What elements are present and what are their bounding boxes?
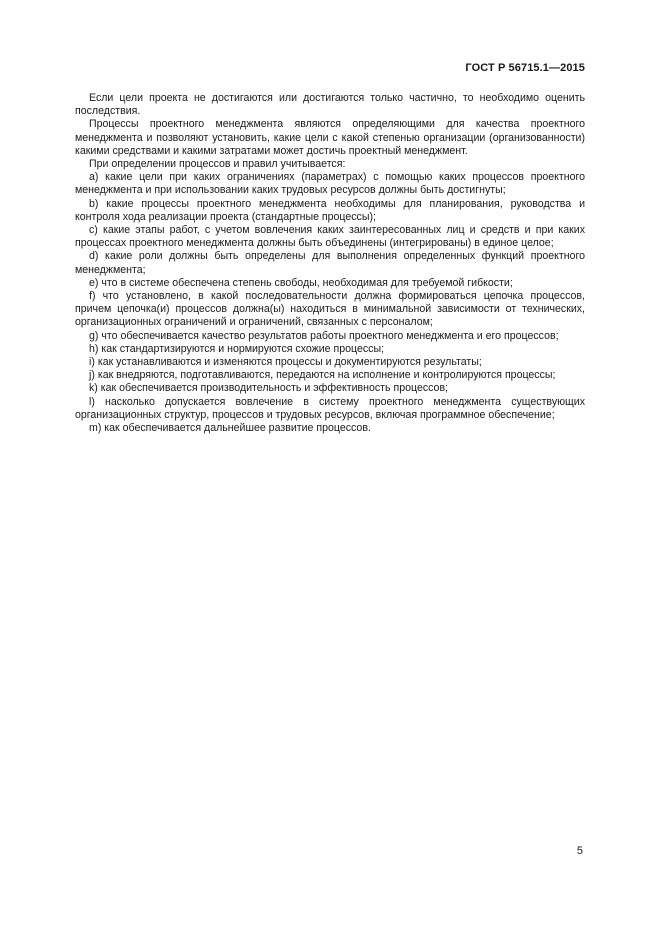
list-item: j) как внедряются, подготавливаются, передаются на исполнение и контролируются процессы; <box>89 369 556 382</box>
paragraph: При определении процессов и правил учитывается: <box>89 158 346 171</box>
list-item: a) какие цели при каких ограничениях (параметрах) с помощью каких процессов проектного менеджмента и при использовании каких трудовых ресурсов должны быть достигнуты; <box>75 171 585 197</box>
list-item: b) какие процессы проектного менеджмента необходимы для планирования, руководства и контроля хода реализации проекта (стандартные процессы); <box>75 197 585 223</box>
paragraph: Процессы проектного менеджмента являются определяющими для качества проектного менеджмента и позволяют установить, какие цели с какой степенью организации (организованности) какими средствами и какими затратами может достичь проектный менеджмент. <box>75 118 585 157</box>
list-item: d) какие роли должны быть определены для выполнения определенных функций проектного менеджмента; <box>75 250 585 276</box>
list-item: l) насколько допускается вовлечение в систему проектного менеджмента существующих организационных структур, процессов и трудовых ресурсов, включая программное обеспечение; <box>75 395 585 421</box>
list-item: g) что обеспечивается качество результатов работы проектного менеджмента и его процессов; <box>89 329 559 342</box>
document-body <box>75 92 585 435</box>
page-number: 5 <box>576 845 583 857</box>
list-item: k) как обеспечивается производительность и эффективность процессов; <box>89 382 449 395</box>
list-item: i) как устанавливаются и изменяются процессы и документируются результаты; <box>89 356 482 369</box>
paragraph: Если цели проекта не достигаются или достигаются только частично, то необходимо оценить последствия. <box>75 92 585 118</box>
list-item: f) что установлено, в какой последовательности должна формироваться цепочка процессов, причем цепочка(и) процессов должна(ы) находиться в минимальной зависимости от технических, организационных ограничений и ограничений, связанных с персоналом; <box>75 290 585 329</box>
document-header-id: ГОСТ Р 56715.1—2015 <box>465 62 585 74</box>
list-item: m) как обеспечивается дальнейшее развитие процессов. <box>89 422 371 435</box>
list-item: h) как стандартизируются и нормируются схожие процессы; <box>89 342 385 355</box>
list-item: c) какие этапы работ, с учетом вовлечения каких заинтересованных лиц и средств и при каких процессах проектного менеджмента должны быть объединены (интегрированы) в единое целое; <box>75 224 585 250</box>
list-item: e) что в системе обеспечена степень свободы, необходимая для требуемой гибкости; <box>89 276 513 289</box>
